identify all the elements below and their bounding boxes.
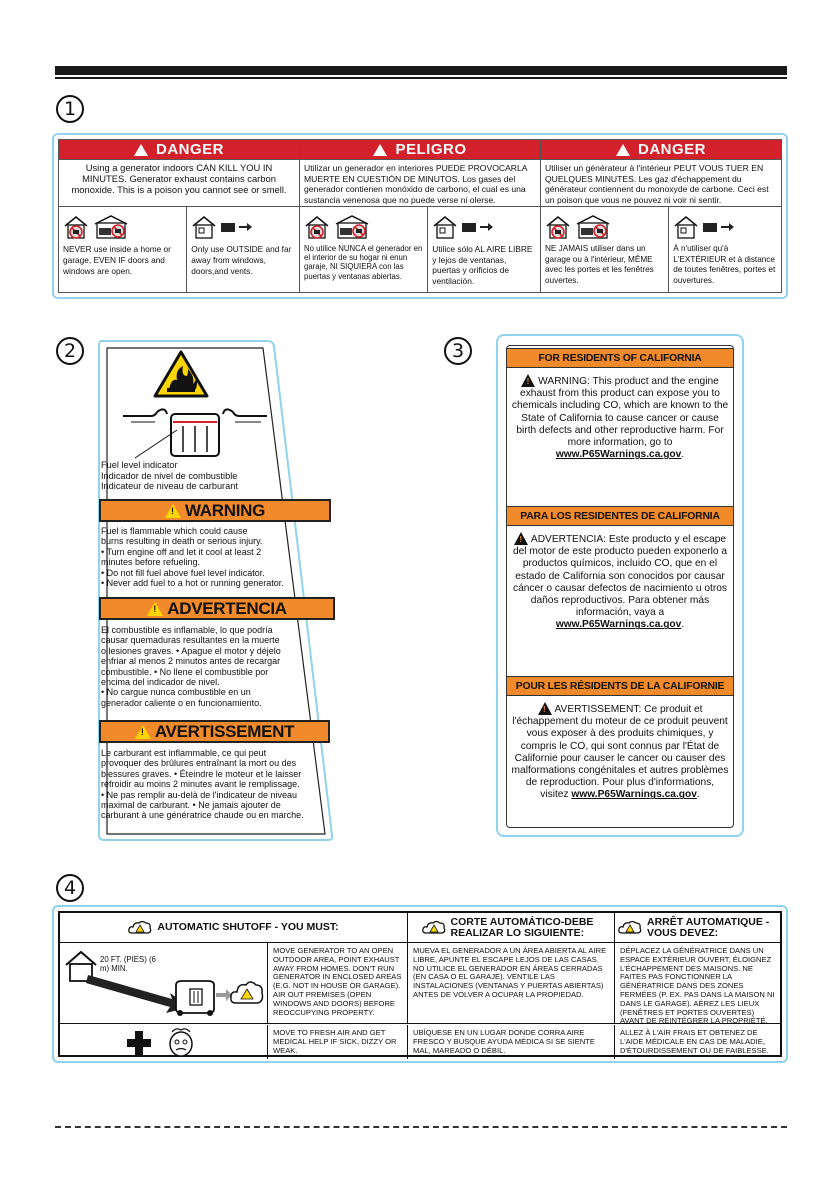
danger-header: PELIGRO <box>300 140 540 160</box>
header-bar <box>55 66 787 75</box>
garage-no-generator-icon <box>575 214 611 240</box>
ca-text-english: !WARNING: This product and the engine exhaust from this product can expose you to chemicals including CO, which are known to the State of California to cause cancer or cause birth defects and other reproductive harm. For more information, go to www.P65Warnings.ca.gov. <box>511 374 729 461</box>
warning-triangle-icon <box>135 725 151 739</box>
house-icon <box>673 214 699 240</box>
exhaust-cloud-icon <box>216 963 264 1009</box>
danger-warning-text: Using a generator indoors CAN KILL YOU IN MINUTES. Generator exhaust contains carbon monoxide. This is a poison you cannot see or smell. <box>59 160 299 207</box>
generator-icon <box>221 223 235 232</box>
exhaust-arrow-icon <box>721 226 731 228</box>
generator-icon <box>172 979 218 1017</box>
warning-text-french: Le carburant est inflammable, ce qui peut provoquer des brûlures entraînant la mort ou des blessures graves. • Éteindre le moteur et le laisser refroidir au moins 2 minutes avant le remplissage. • Ne pas remplir au-delà de l'indicateur de niveau maximal de carburant. • Ne jamais ajouter de carburant à une génératrice chaude ou en marche. <box>101 748 304 821</box>
shutoff-header-english: AUTOMATIC SHUTOFF - YOU MUST: <box>60 913 408 942</box>
ca-text-spanish: !ADVERTENCIA: Este producto y el escape del motor de este producto pueden exponerlo a productos químicos, incluido CO, que en el estado de California son conocidos por causar cáncer o causar defectos de nacimiento u otros daños reproductivos. Para obtener más información, vaya a www.P65Warnings.ca.gov. <box>511 532 729 632</box>
fuel-warning-label <box>95 338 335 843</box>
only-outside-text: À n'utiliser qu'à L'EXTÉRIEUR et à distance de toutes fenêtres, portes et ouvertures. <box>673 244 776 285</box>
distance-label: 20 FT. (PIES) (6 m) MIN. <box>100 955 156 973</box>
relocate-text-spanish: MUEVA EL GENERADOR A UN ÁREA ABIERTA AL AIRE LIBRE, APUNTE EL ESCAPE LEJOS DE LAS CASAS. NO UTILICE EL GENERADOR EN ÁREAS CERRADAS (EN CASA O EL GARAJE). VENTILE LAS INSTALACIONES (VENTANAS Y PUERTAS ABIERTAS) ANTES DE VOLVER A OCUPAR LA PROPIEDAD. <box>408 943 615 1023</box>
danger-column-spanish <box>300 140 541 292</box>
danger-warning-text: Utiliser un générateur à l'intérieur PEUT VOUS TUER EN QUELQUES MINUTES. Les gaz d'échappement du générateur contiennent du monoxyde de carbone. Ceci est un poison que vous ne pouvez ni voir ni sentir. <box>541 160 781 207</box>
automatic-shutoff-label <box>52 905 788 1063</box>
warning-triangle-icon <box>134 144 148 156</box>
house-no-generator-icon <box>304 214 330 240</box>
avertissement-header: ! AVERTISSEMENT <box>99 720 330 743</box>
warning-triangle-icon <box>616 144 630 156</box>
never-indoors-cell <box>59 207 187 292</box>
medical-diagram <box>60 1025 268 1059</box>
medical-row <box>60 1025 780 1059</box>
header-rule <box>55 77 787 79</box>
outside-only-cell <box>428 207 540 292</box>
advertencia-header: ! ADVERTENCIA <box>99 597 335 620</box>
p65-link[interactable]: www.P65Warnings.ca.gov <box>555 619 682 631</box>
outside-only-cell <box>187 207 299 292</box>
section-number-4: 4 <box>56 874 84 902</box>
relocate-text-french: DÉPLACEZ LA GÉNÉRATRICE DANS UN ESPACE EXTÉRIEUR OUVERT, ÉLOIGNEZ L'ÉCHAPPEMENT DES MAISONS. NE FAITES PAS FONCTIONNER LA GÉNÉRATRICE DANS DES ZONES FERMÉES (P. EX. PAS DANS LA MAISON NI DANS LE GARAGE). AÉREZ LES LIEUX (FENÊTRES ET PORTES OUVERTES) AVANT DE RÉINTÉGRER LA PROPRIÉTÉ. <box>620 946 775 1026</box>
co-cloud-warning-icon <box>128 919 152 937</box>
ca-header-french: POUR LES RÉSIDENTS DE LA CALIFORNIE <box>507 676 733 696</box>
dizzy-person-icon <box>164 1026 198 1058</box>
section-number-1: 1 <box>56 95 84 123</box>
never-use-text: NEVER use inside a home or garage, EVEN IF doors and windows are open. <box>63 244 171 276</box>
warning-triangle-icon <box>514 532 528 545</box>
danger-column-french <box>541 140 781 292</box>
warning-triangle-icon <box>165 504 181 518</box>
only-outside-text: Utilice sólo AL AIRE LIBRE y lejos de ventanas, puertas y orificios de ventilación. <box>432 244 533 286</box>
section-number-2: 2 <box>56 337 84 365</box>
warning-triangle-icon <box>373 144 387 156</box>
fuel-tank-diagram-icon <box>115 400 275 460</box>
never-indoors-cell <box>300 207 428 292</box>
warning-text-spanish: El combustible es inflamable, lo que podría causar quemaduras resultantes en la muerte o lesiones graves. • Apague el motor y déjelo enfriar al menos 2 minutos antes de recargar combustible. • No llene el combustible por encima del indicador de nivel. • No cargue nunca combustible en un generador caliente o en funcionamiento. <box>101 625 281 708</box>
exhaust-arrow-icon <box>480 226 490 228</box>
warning-triangle-icon <box>538 702 552 715</box>
only-outside-text: Only use OUTSIDE and far away from windows, doors,and vents. <box>191 244 292 276</box>
co-cloud-warning-icon <box>422 919 446 937</box>
medical-text-spanish: UBÍQUESE EN UN LUGAR DONDE CORRA AIRE FRESCO Y BUSQUE AYUDA MÉDICA SI SE SIENTE MAL, MAREADO O DÉBIL. <box>408 1025 615 1059</box>
medical-cross-icon <box>126 1030 152 1056</box>
relocate-diagram <box>60 943 268 1023</box>
never-use-text: No utilice NUNCA el generador en el interior de su hogar ni enun garaje, NI SIQUIERA con las puertas y ventanas abiertas. <box>304 244 423 281</box>
warning-text-english: Fuel is flammable which could cause burns resulting in death or serious injury. • Turn engine off and let it cool at least 2 minutes before refueling. • Do not fill fuel above fuel level indicator. • Never add fuel to a hot or running generator. <box>101 526 284 589</box>
house-icon <box>432 214 458 240</box>
ca-header-spanish: PARA LOS RESIDENTES DE CALIFORNIA <box>507 506 733 526</box>
shutoff-header-french: ARRÊT AUTOMATIQUE - VOUS DEVEZ: <box>615 913 780 942</box>
house-no-generator-icon <box>63 214 89 240</box>
ca-header-english: FOR RESIDENTS OF CALIFORNIA <box>507 348 733 368</box>
footer-dashed-rule <box>55 1126 787 1128</box>
danger-header: DANGER <box>541 140 781 160</box>
ca-text-french: !AVERTISSEMENT: Ce produit et l'échappement du moteur de ce produit peuvent vous exposer à des produits chimiques, y compris le CO, qui sont connus par l'État de Californie pour causer le cancer ou causer des malformations congénitales et autres problèmes de reproduction. Pour plus d'informations, visitez www.P65Warnings.ca.gov. <box>511 702 729 802</box>
danger-header: DANGER <box>59 140 299 160</box>
co-cloud-warning-icon <box>618 919 642 937</box>
p65-link[interactable]: www.P65Warnings.ca.gov <box>555 449 682 461</box>
warning-triangle-icon <box>521 374 535 387</box>
relocate-row <box>60 943 780 1024</box>
fuel-level-indicator-label: Fuel level indicator Indicador de nivel de combustible Indicateur de niveau de carburant <box>101 460 238 491</box>
medical-text-english: MOVE TO FRESH AIR AND GET MEDICAL HELP IF SICK, DIZZY OR WEAK. <box>268 1025 408 1059</box>
generator-icon <box>703 223 717 232</box>
warning-header: ! WARNING <box>99 499 331 522</box>
house-icon <box>191 214 217 240</box>
warning-triangle-icon <box>147 602 163 616</box>
co-danger-label <box>52 133 788 299</box>
garage-no-generator-icon <box>334 214 370 240</box>
flammable-hazard-icon <box>153 350 209 398</box>
exhaust-arrow-icon <box>239 226 249 228</box>
danger-warning-text: Utilizar un generador en interiores PUEDE PROVOCARLA MUERTE EN CUESTIÓN DE MINUTOS. Los gases del generador contienen monóxido de carbono, el cual es una sustancia venenosa que no puede verse ni olerse. <box>300 160 540 207</box>
medical-text-french: ALLEZ À L'AIR FRAIS ET OBTENEZ DE L'AIDE MÉDICALE EN CAS DE MALADIE, D'ÉTOURDISSEMENT OU DE FAIBLESSE. <box>620 1028 769 1055</box>
garage-no-generator-icon <box>93 214 129 240</box>
california-prop65-label <box>496 334 744 837</box>
never-indoors-cell <box>541 207 669 292</box>
danger-column-english <box>59 140 300 292</box>
outside-only-cell <box>669 207 781 292</box>
house-no-generator-icon <box>545 214 571 240</box>
never-use-text: NE JAMAIS utiliser dans un garage ou à l'intérieur, MÊME avec les portes et les fenêtres ouvertes. <box>545 244 654 285</box>
generator-icon <box>462 223 476 232</box>
p65-link[interactable]: www.P65Warnings.ca.gov <box>571 789 697 801</box>
shutoff-header-spanish: CORTE AUTOMÁTICO-DEBE REALIZAR LO SIGUIENTE: <box>408 913 615 942</box>
section-number-3: 3 <box>444 337 472 365</box>
relocate-text-english: MOVE GENERATOR TO AN OPEN OUTDOOR AREA, POINT EXHAUST AWAY FROM HOMES. DON'T RUN GENERATOR IN ENCLOSED AREAS (E.G. NOT IN HOUSE OR GARAGE). AIR OUT PREMISES (OPEN WINDOWS AND DOORS) BEFORE REOCCUPYING PROPERTY. <box>268 943 408 1023</box>
